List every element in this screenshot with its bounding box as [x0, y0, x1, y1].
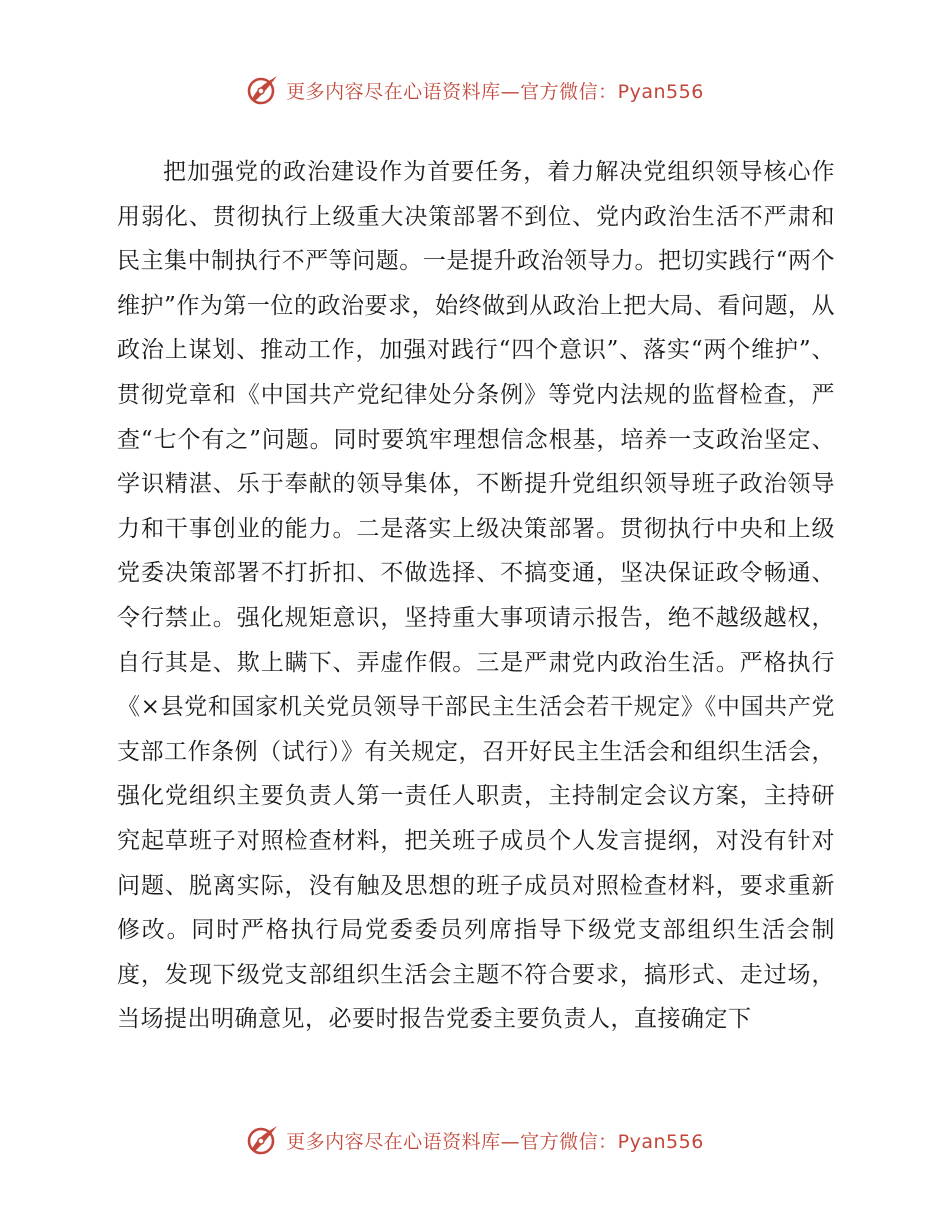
body-paragraph: 把加强党的政治建设作为首要任务，着力解决党组织领导核心作用弱化、贯彻执行上级重大决策部署不到位、党内政治生活不严肃和民主集中制执行不严等问题。一是提升政治领导力。把切实践行“两个维护”作为第一位的政治要求，始终做到从政治上把大局、看问题，从政治上谋划、推动工作，加强对践行“四个意识”、落实“两个维护”、贯彻党章和《中国共产党纪律处分条例》等党内法规的监督检查，严查“七个有之”问题。同时要筑牢理想信念根基，培养一支政治坚定、学识精湛、乐于奉献的领导集体，不断提升党组织领导班子政治领导力和干事创业的能力。二是落实上级决策部署。贯彻执行中央和上级党委决策部署不打折扣、不做选择、不搞变通，坚决保证政令畅通、令行禁止。强化规矩意识，坚持重大事项请示报告，绝不越级越权，自行其是、欺上瞒下、弄虚作假。三是严肃党内政治生活。严格执行《×县党和国家机关党员领导干部民主生活会若干规定》《中国共产党支部工作条例（试行）》有关规定，召开好民主生活会和组织生活会，强化党组织主要负责人第一责任人职责，主持制定会议方案，主持研究起草班子对照检查材料，把关班子成员个人发言提纲，对没有针对问题、脱离实际，没有触及思想的班子成员对照检查材料，要求重新修改。同时严格执行局党委委员列席指导下级党支部组织生活会制度，发现下级党支部组织生活会主题不符合要求，搞形式、走过场，当场提出明确意见，必要时报告党委主要负责人，直接确定下	[117, 159, 835, 1033]
logo-icon	[246, 73, 280, 107]
header-watermark	[0, 70, 950, 110]
logo-icon	[246, 1123, 280, 1157]
footer-watermark	[0, 1120, 950, 1160]
header-watermark-text: 更多内容尽在心语资料库—官方微信：Pyan556	[286, 80, 704, 103]
document-body	[117, 150, 835, 1042]
footer-watermark-text: 更多内容尽在心语资料库—官方微信：Pyan556	[286, 1130, 704, 1153]
